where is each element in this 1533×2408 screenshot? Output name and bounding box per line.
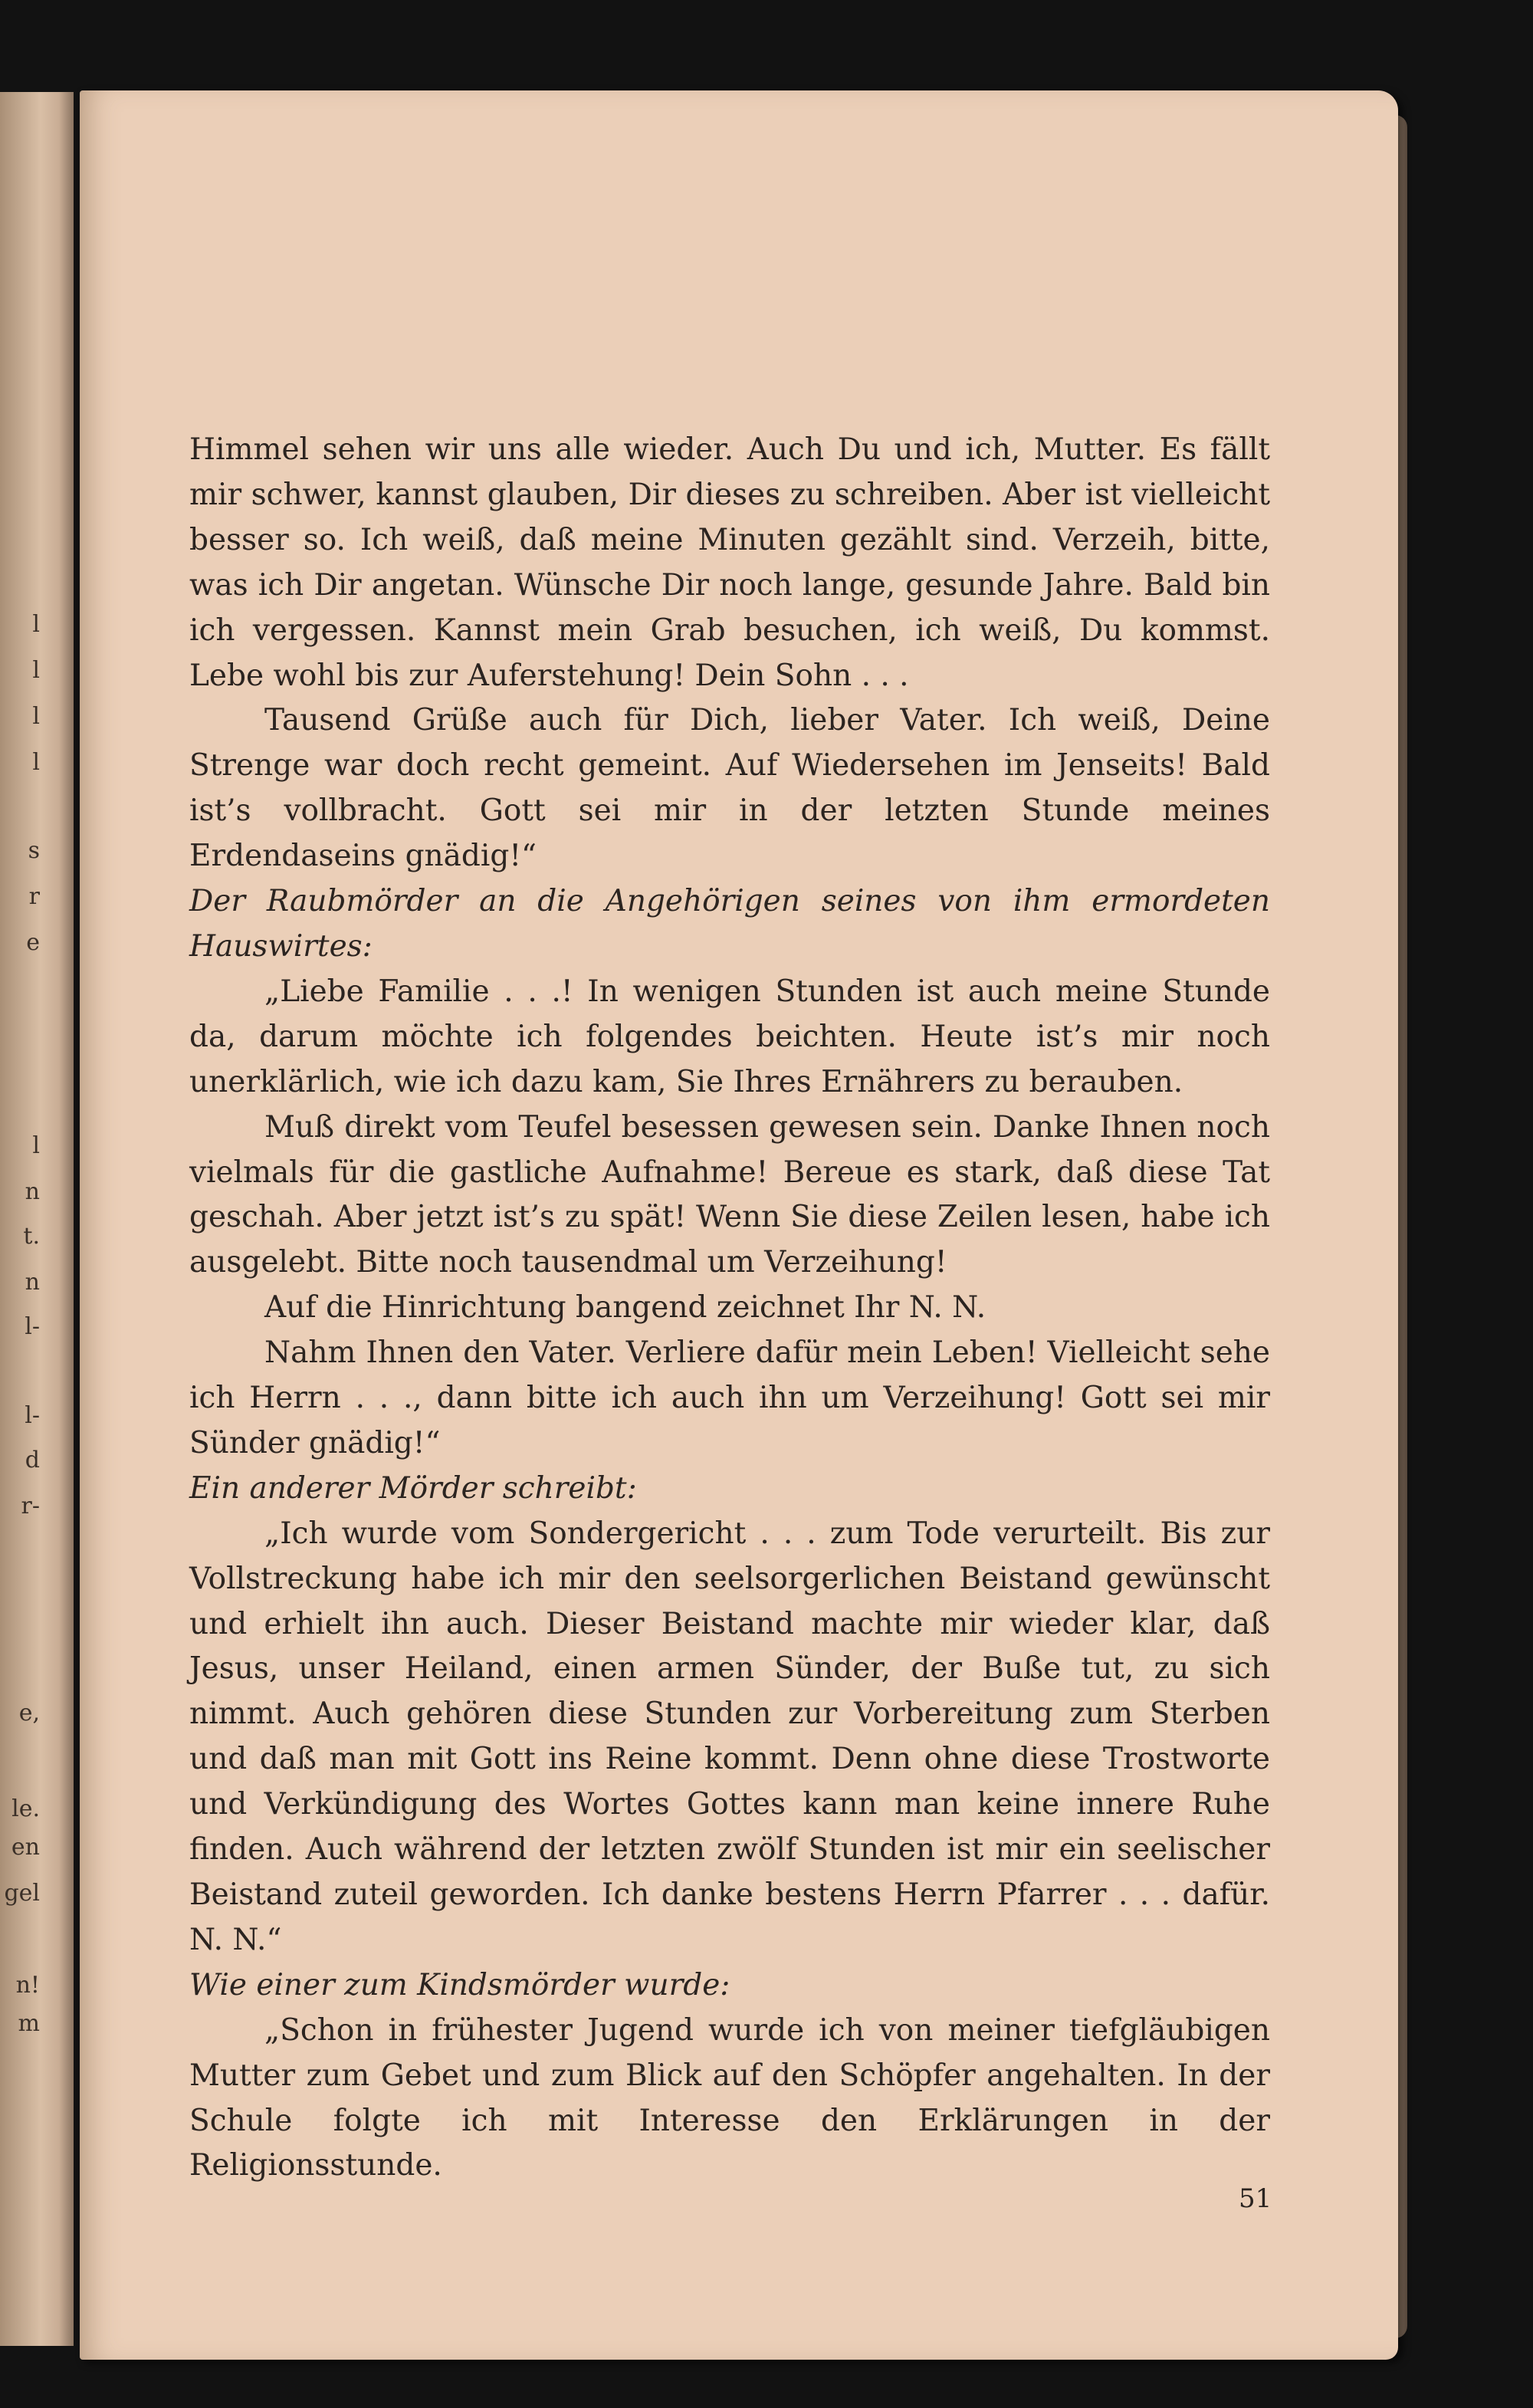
previous-page-fragment: l- [25, 1313, 40, 1340]
previous-page-fragment: n! [15, 1972, 40, 1999]
previous-page-fragment: e [26, 929, 40, 956]
previous-page-fragment: en [11, 1834, 40, 1861]
previous-page-fragment: m [18, 2010, 40, 2037]
paragraph: Auf die Hinrichtung bangend zeichnet Ihr N. N. [264, 1290, 986, 1326]
previous-page-fragment: s [28, 837, 40, 864]
section-heading: Ein anderer Mörder schreibt: [189, 1470, 637, 1506]
previous-page-fragment: e, [18, 1700, 40, 1726]
page-body-text [189, 428, 1270, 2189]
previous-page-fragment: l [32, 657, 40, 684]
paragraph: „Ich wurde vom Sondergericht . . . zum Tode verurteilt. Bis zur Vollstreckung habe ich mir den seelsorgerlichen Beistand gewünscht und erhielt ihn auch. Dieser Beistand machte mir wieder klar, daß Jesus, unser Heiland, einen armen Sünder, der Buße tut, zu sich nimmt. Auch gehören diese Stunden zur Vorbereitung zum Sterben und daß man mit Gott ins Reine kommt. Denn ohne diese Trostworte und Verkündigung des Wortes Gottes kann man keine innere Ruhe finden. Auch während der letzten zwölf Stunden ist mir ein seelischer Beistand zuteil geworden. Ich danke bestens Herrn Pfarrer . . . dafür. N. N.“ [189, 1516, 1270, 1957]
section-heading: Der Raubmörder an die Angehörigen seines von ihm ermordeten Hauswirtes: [189, 884, 1270, 964]
previous-page-fragment: d [25, 1447, 40, 1473]
page-number: 51 [1239, 2183, 1272, 2214]
paragraph: Tausend Grüße auch für Dich, lieber Vater. Ich weiß, Deine Strenge war doch recht gemeint. Auf Wiedersehen im Jenseits! Bald ist’s vollbracht. Gott sei mir in der letzten Stunde meines Erdendaseins gnädig!“ [189, 703, 1270, 874]
section-heading: Wie einer zum Kindsmörder wurde: [189, 1967, 730, 2002]
previous-page-fragment: l [32, 611, 40, 638]
previous-page-fragment: r [28, 883, 40, 910]
paragraph: „Liebe Familie . . .! In wenigen Stunden ist auch meine Stunde da, darum möchte ich folgendes beichten. Heute ist’s mir noch unerklärlich, wie ich dazu kam, Sie Ihres Ernährers zu berauben. [189, 974, 1270, 1099]
paragraph: Muß direkt vom Teufel besessen gewesen sein. Danke Ihnen noch vielmals für die gastliche Aufnahme! Bereue es stark, daß diese Tat geschah. Aber jetzt ist’s zu spät! Wenn Sie diese Zeilen lesen, habe ich ausgelebt. Bitte noch tausendmal um Verzeihung! [189, 1109, 1270, 1280]
previous-page-fragment: l [32, 749, 40, 776]
previous-page-fragment: n [25, 1178, 40, 1205]
previous-page-fragment: n [25, 1269, 40, 1296]
previous-page-fragment: l [32, 1132, 40, 1159]
paragraph: „Schon in frühester Jugend wurde ich von meiner tiefgläubigen Mutter zum Gebet und zum Blick auf den Schöpfer angehalten. In der Schule folgte ich mit Interesse den Erklärungen in der Religionsstunde. [189, 2012, 1270, 2183]
paragraph: Himmel sehen wir uns alle wieder. Auch Du und ich, Mutter. Es fällt mir schwer, kannst glauben, Dir dieses zu schreiben. Aber ist vielleicht besser so. Ich weiß, daß meine Minuten gezählt sind. Verzeih, bitte, was ich Dir angetan. Wünsche Dir noch lange, gesunde Jahre. Bald bin ich vergessen. Kannst mein Grab besuchen, ich weiß, Du kommst. Lebe wohl bis zur Auferstehung! Dein Sohn . . . [189, 432, 1270, 693]
previous-page-fragment: le. [11, 1795, 40, 1822]
previous-page-fragment: r- [21, 1493, 40, 1519]
paragraph: Nahm Ihnen den Vater. Verliere dafür mein Leben! Vielleicht sehe ich Herrn . . ., dann bitte ich auch ihn um Verzeihung! Gott sei mir Sünder gnädig!“ [189, 1335, 1270, 1460]
previous-page-fragment: l [32, 703, 40, 730]
previous-page-edge [0, 92, 74, 2346]
book-page [80, 90, 1398, 2360]
previous-page-fragment: gel [4, 1880, 40, 1907]
previous-page-fragment: t. [23, 1223, 40, 1250]
previous-page-fragment: l- [25, 1402, 40, 1429]
